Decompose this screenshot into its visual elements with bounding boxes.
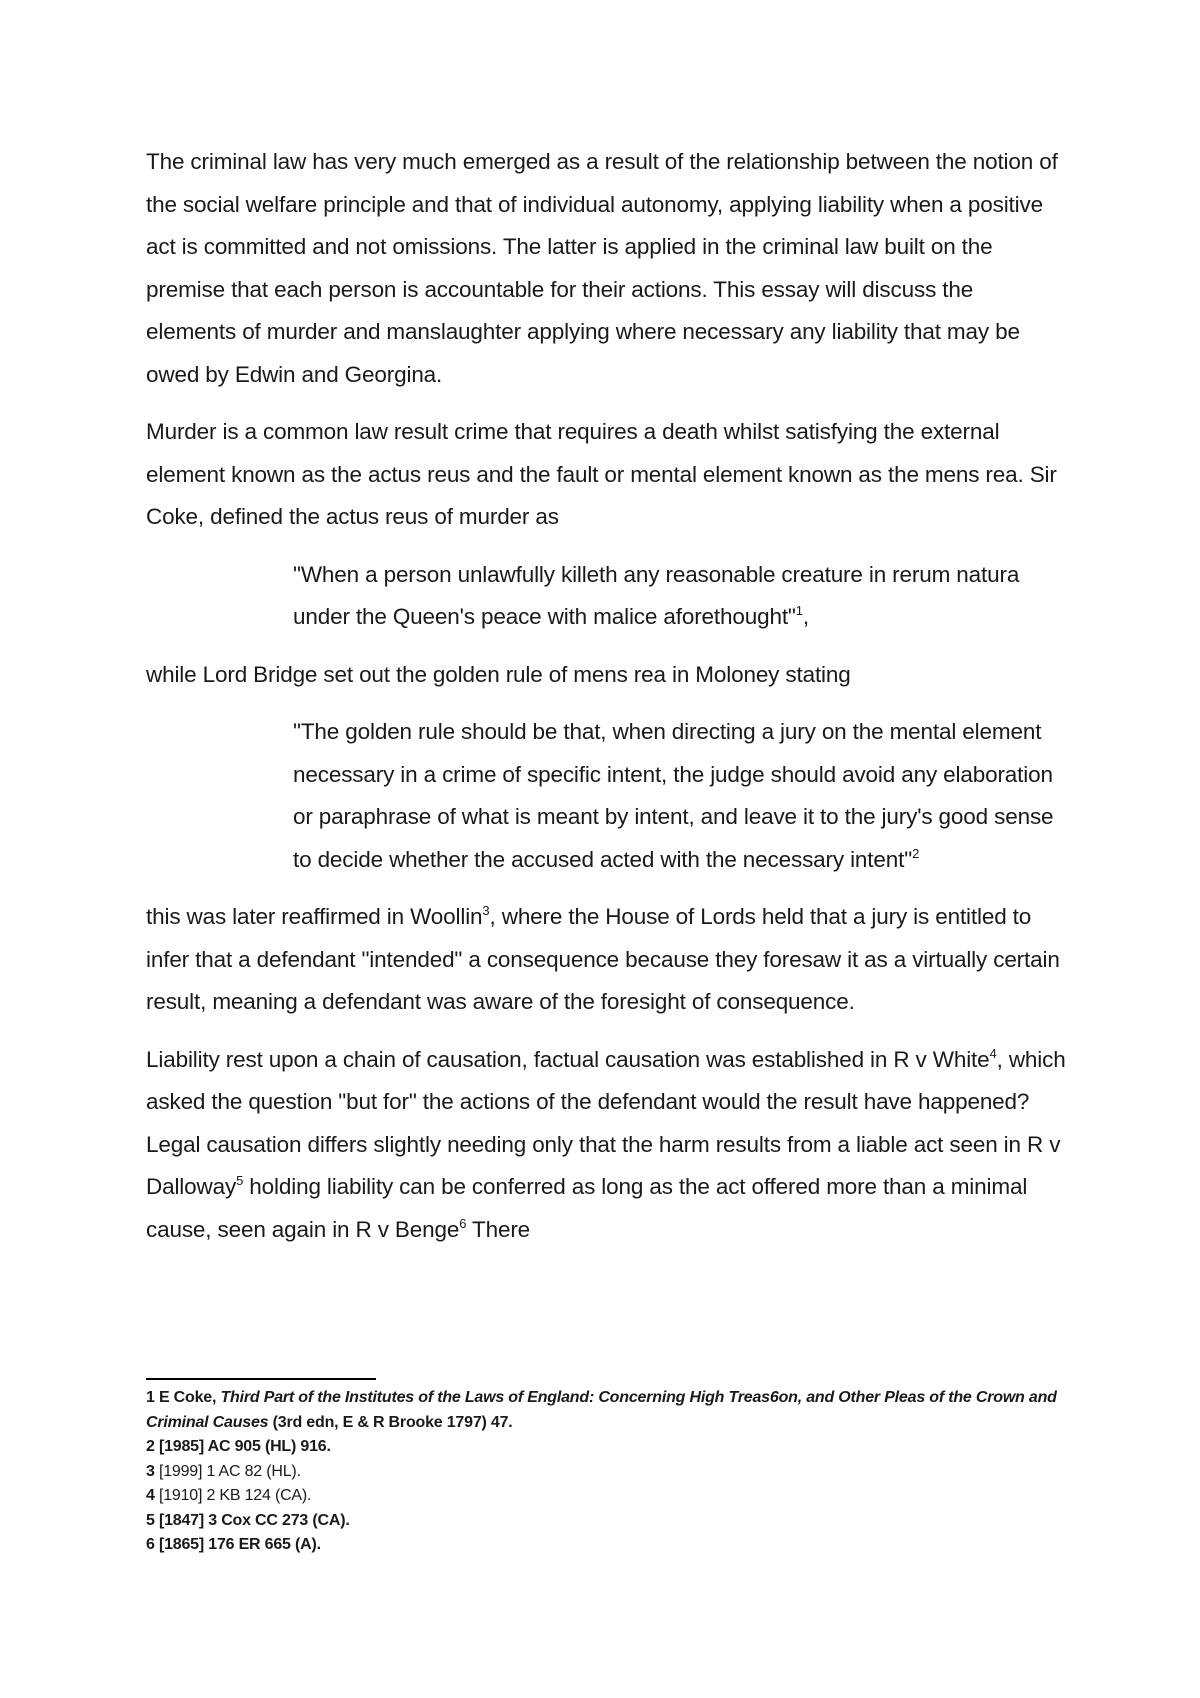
footnote-4	[146, 1484, 1066, 1509]
footnote-ref-5: 5	[236, 1173, 244, 1188]
paragraph-woollin	[146, 896, 1066, 1024]
footnote-1-number: 1	[146, 1389, 155, 1406]
quote-coke-text: "When a person unlawfully killeth any reasonable creature in rerum natura under the Queen's peace with malice aforethought"	[293, 561, 1020, 629]
footnote-ref-3: 3	[482, 903, 490, 918]
footnote-2-number: 2	[146, 1438, 155, 1455]
footnote-2-text: [1985] AC 905 (HL) 916.	[154, 1438, 331, 1455]
footnote-1	[146, 1386, 1066, 1435]
footnote-6-number: 6	[146, 1536, 155, 1553]
footnote-6-text: [1865] 176 ER 665 (A).	[154, 1536, 321, 1553]
footnote-6	[146, 1533, 1066, 1558]
footnote-3	[146, 1460, 1066, 1485]
footnote-1-title: Third Part of the Institutes of the Laws of England: Concerning High Treas6on, and Other Pleas of the Crown and Criminal Causes	[146, 1389, 1057, 1431]
document-body	[146, 141, 1066, 1266]
footnote-ref-4: 4	[989, 1045, 997, 1061]
footnote-separator	[146, 1378, 376, 1380]
footnote-1-rest: (3rd edn, E & R Brooke 1797) 47.	[268, 1413, 513, 1431]
paragraph-causation-text-a: Liability rest upon a chain of causation, factual causation was established in R v White	[146, 1046, 990, 1072]
paragraph-woollin-text-a: this was later reaffirmed in Woollin	[146, 904, 483, 929]
footnotes-section	[146, 1378, 1066, 1558]
footnote-4-text: [1910] 2 KB 124 (CA).	[154, 1487, 312, 1504]
footnote-3-number: 3	[146, 1462, 155, 1480]
quote-moloney-text: "The golden rule should be that, when directing a jury on the mental element necessary in a crime of specific intent, the judge should avoid any elaboration or paraphrase of what is meant by intent, and leave it to the jury's good sense to decide whether the accused acted with the necessary intent"	[293, 719, 1054, 872]
footnote-5-number: 5	[146, 1511, 155, 1529]
footnote-ref-2: 2	[912, 845, 920, 861]
footnote-ref-6: 6	[459, 1215, 467, 1231]
footnote-5-text: [1847] 3 Cox CC 273 (CA).	[154, 1511, 350, 1529]
quote-coke	[293, 554, 1066, 639]
footnote-4-number: 4	[146, 1487, 155, 1504]
paragraph-woollin-text-b: , where the House of Lords held that a jury is entitled to infer that a defendant "intended" a consequence because they foresaw it as a virtually certain result, meaning a defendant was aware of the foresight of consequence.	[146, 904, 1060, 1014]
footnote-2	[146, 1435, 1066, 1460]
paragraph-introduction: The criminal law has very much emerged as a result of the relationship between the notion of the social welfare principle and that of individual autonomy, applying liability when a positive act is committed and not omissions. The latter is applied in the criminal law built on the premise that each person is accountable for their actions. This essay will discuss the elements of murder and manslaughter applying where necessary any liability that may be owed by Edwin and Georgina.	[146, 149, 1058, 387]
paragraph-causation	[146, 1039, 1066, 1252]
paragraph-causation-text-d: There	[466, 1216, 531, 1242]
paragraph-murder-definition: Murder is a common law result crime that requires a death whilst satisfying the external element known as the actus reus and the fault or mental element known as the mens rea. Sir Coke, defined the actus reus of murder as	[146, 419, 1057, 529]
footnote-ref-1: 1	[795, 603, 803, 618]
footnote-5	[146, 1509, 1066, 1534]
quote-moloney	[293, 711, 1066, 881]
quote-coke-tail: ,	[802, 604, 809, 629]
paragraph-lord-bridge: while Lord Bridge set out the golden rule of mens rea in Moloney stating	[146, 661, 851, 687]
footnote-3-text: [1999] 1 AC 82 (HL).	[154, 1462, 301, 1480]
paragraph-causation-text-c: holding liability can be conferred as long as the act offered more than a minimal cause, seen again in R v Benge	[146, 1174, 1028, 1242]
footnote-1-author: E Coke,	[154, 1389, 221, 1406]
paragraph-causation-text-b: , which asked the question "but for" the actions of the defendant would the result have happened? Legal causation differs slightly needing only that the harm results from a liable act seen in R v Dalloway	[146, 1046, 1066, 1199]
